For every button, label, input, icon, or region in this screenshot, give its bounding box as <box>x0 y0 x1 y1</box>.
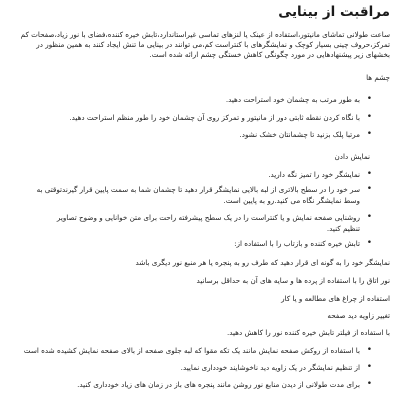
glare-line-3: استفاده از چراغ های مطالعه و یا کار <box>281 294 390 303</box>
bullet-icon: • <box>366 169 372 179</box>
intro-line-3: بخشهای زیر پیشنهادهایی در مورد چگونگی کاهش خستگی چشم ارائه شده است. <box>149 50 390 59</box>
glare-line-4: تغییر زاویه دید صفحه <box>327 311 390 320</box>
bullet-icon: • <box>366 129 372 139</box>
bullet-icon: • <box>366 345 372 355</box>
intro-line-1: ساعت طولانی تماشای مانیتور،استفاده از عینک یا لنزهای تماسی غیراستاندارد،تابش خیره کننده،فضای با نور زیاد،صفحات کم <box>20 30 390 39</box>
section-heading-display: نمایش دادن <box>334 152 370 161</box>
glare-line-5: با استفاده از فیلتر تابش خیره کننده نور را کاهش دهید. <box>226 328 390 337</box>
glare-line-2: نور اتاق را با استفاده از پرده ها و سایه های آن به حداقل برسانید <box>196 276 390 285</box>
bullet-icon: • <box>366 238 372 248</box>
bullet-icon: • <box>366 184 372 194</box>
section-heading-eyes: چشم ها <box>366 73 390 82</box>
bullet-icon: • <box>366 212 372 222</box>
bullet-icon: • <box>366 112 372 122</box>
bullet-icon: • <box>366 362 372 372</box>
glare-line-1: نمایشگر خود را به گونه ای قرار دهید که طرف رو به پنجره یا هر منبع نور دیگری باشد <box>135 258 390 267</box>
document-page: مراقبت از بینایی ساعت طولانی تماشای مانیتور،استفاده از عینک یا لنزهای تماسی غیراستاندارد،تابش خیره کننده،فضای با نور زیاد،صفحات کم تمرکز،حروف چینی بسیار کوچک و نمایشگرهای با کنتراست کم،می توانند در بینایی ما تنش ایجاد کنند به همین منظور در بخشهای زیر پیشنهادهایی در مورد چگونگی کاهش خستگی چشم ارائه شده است. چشم ها • به طور مرتب به چشمان خود استراحت دهید. • با نگاه کردن نقطه ثابتی دور از مانیتور و تمرکز روی آن چشمان خود را طور منظم استراحت دهید. • مرتبا پلک بزنید تا چشمانتان خشک نشود. نمایش دادن • نمایشگر خود را تمیز نگه دارید. • سر خود را در سطح بالاتری از لبه بالایی نمایشگر قرار دهید تا چشمان شما به سمت پایین قرار گیرندتوقتی به وسط نمایشگر نگاه می کنید.رو به پایین است. • روشنایی صفحه نمایش و یا کنتراست را در یک سطح پیشرفته راحت برای متن خوانایی و وضوح تصاویر تنظیم کنید. • تابش خیره کننده و بازتاب را با استفاده از: نمایشگر خود را به گونه ای قرار دهید که طرف رو به پنجره یا هر منبع نور دیگری باشد نور اتاق را با استفاده از پرده ها و سایه های آن به حداقل برسانید استفاده از چراغ های مطالعه و یا کار تغییر زاویه دید صفحه با استفاده از فیلتر تابش خیره کننده نور را کاهش دهید. • با استفاده از روکش صفحه نمایش مانند یک تکه مقوا که لبه جلوی صفحه از بالای صفحه نمایش کشیده شده است • از تنظیم نمایشگر در یک زاویه دید ناخوشایند خودداری نمایید. • برای مدت طولانی از دیدن منابع نور روشن مانند پنجره های باز در زمان های زیاد خودداری کنید. <box>0 0 400 400</box>
page-title: مراقبت از بینایی <box>278 4 390 20</box>
bullet-icon: • <box>366 94 372 104</box>
bullet-icon: • <box>366 379 372 389</box>
intro-line-2: تمرکز،حروف چینی بسیار کوچک و نمایشگرهای با کنتراست کم،می توانند در بینایی ما تنش ایجاد کنند به همین منظور در <box>36 40 390 49</box>
